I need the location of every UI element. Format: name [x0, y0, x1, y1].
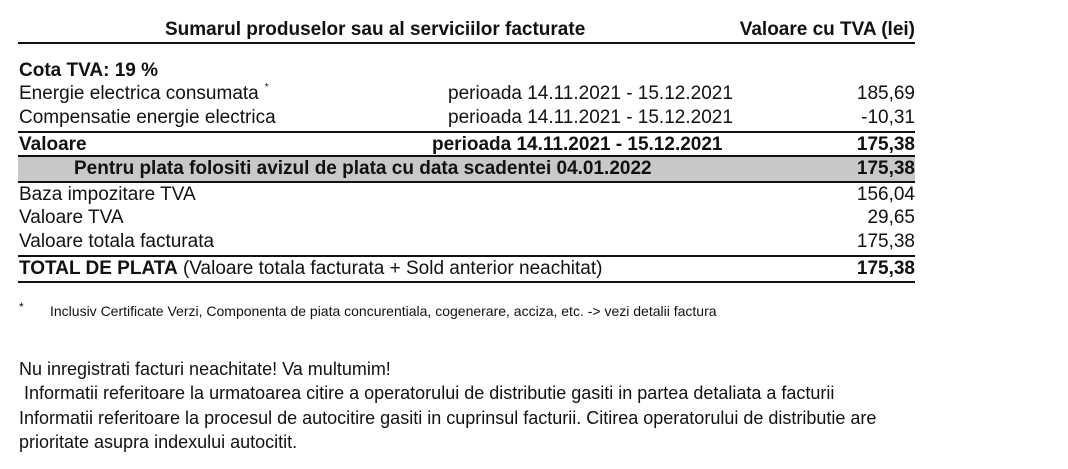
tax-value: 156,04: [856, 184, 915, 205]
subtotal-value: 175,38: [856, 134, 915, 155]
item-value: -10,31: [861, 107, 915, 128]
total-detail: (Valoare totala facturata + Sold anterior neachitat): [182, 258, 603, 279]
tax-row: [18, 230, 915, 254]
item-footnote-marker: *: [264, 82, 269, 93]
payment-notice-text: Pentru plata folositi avizul de plata cu data scadentei 04.01.2022: [74, 158, 652, 179]
item-name: Compensatie energie electrica: [19, 107, 276, 128]
tax-row: [18, 181, 915, 207]
total-label: TOTAL DE PLATA: [19, 258, 178, 279]
subtotal-label: Valoare: [19, 134, 87, 155]
header-divider: [18, 42, 915, 44]
item-name-text: Energie electrica consumata: [19, 83, 259, 104]
total-value: 175,38: [856, 258, 915, 279]
footnote-marker: *: [19, 300, 24, 314]
tax-label: Baza impozitare TVA: [19, 184, 196, 205]
tax-label: Valoare TVA: [19, 207, 124, 228]
tax-row: [18, 206, 915, 230]
item-value: 185,69: [856, 83, 915, 104]
note-priority: prioritate asupra indexului autocitit.: [19, 432, 298, 452]
line-item: [18, 106, 915, 130]
value-header: Valoare cu TVA (lei): [739, 19, 915, 40]
footnote-text: Inclusiv Certificate Verzi, Componenta de piata concurentiala, cogenerare, acciza, etc. -> vezi detalii factura: [50, 303, 717, 319]
tax-value: 29,65: [867, 207, 915, 228]
note-self-reading: Informatii referitoare la procesul de autocitire gasiti in cuprinsul facturii. Citirea operatorului de distributie are: [19, 408, 877, 428]
item-period: perioada 14.11.2021 - 15.12.2021: [448, 83, 733, 104]
subtotal-period: perioada 14.11.2021 - 15.12.2021: [432, 134, 723, 155]
vat-rate-title: Cota TVA: 19 %: [19, 60, 159, 81]
total-row: [18, 255, 915, 283]
line-item: [18, 82, 915, 106]
item-name: [19, 82, 269, 109]
subtotal-row: [18, 131, 915, 157]
tax-value: 175,38: [856, 231, 915, 252]
payment-notice-value: 175,38: [856, 158, 915, 179]
summary-header: Sumarul produselor sau al serviciilor facturate: [165, 19, 586, 40]
note-thanks: Nu inregistrati facturi neachitate! Va multumim!: [19, 359, 391, 379]
tax-label: Valoare totala facturata: [19, 231, 215, 252]
note-next-reading: Informatii referitoare la urmatoarea citire a operatorului de distributie gasiti in partea detaliata a facturii: [19, 383, 835, 403]
total-text: [19, 257, 602, 281]
payment-notice-row: [18, 155, 915, 182]
item-period: perioada 14.11.2021 - 15.12.2021: [448, 107, 733, 128]
